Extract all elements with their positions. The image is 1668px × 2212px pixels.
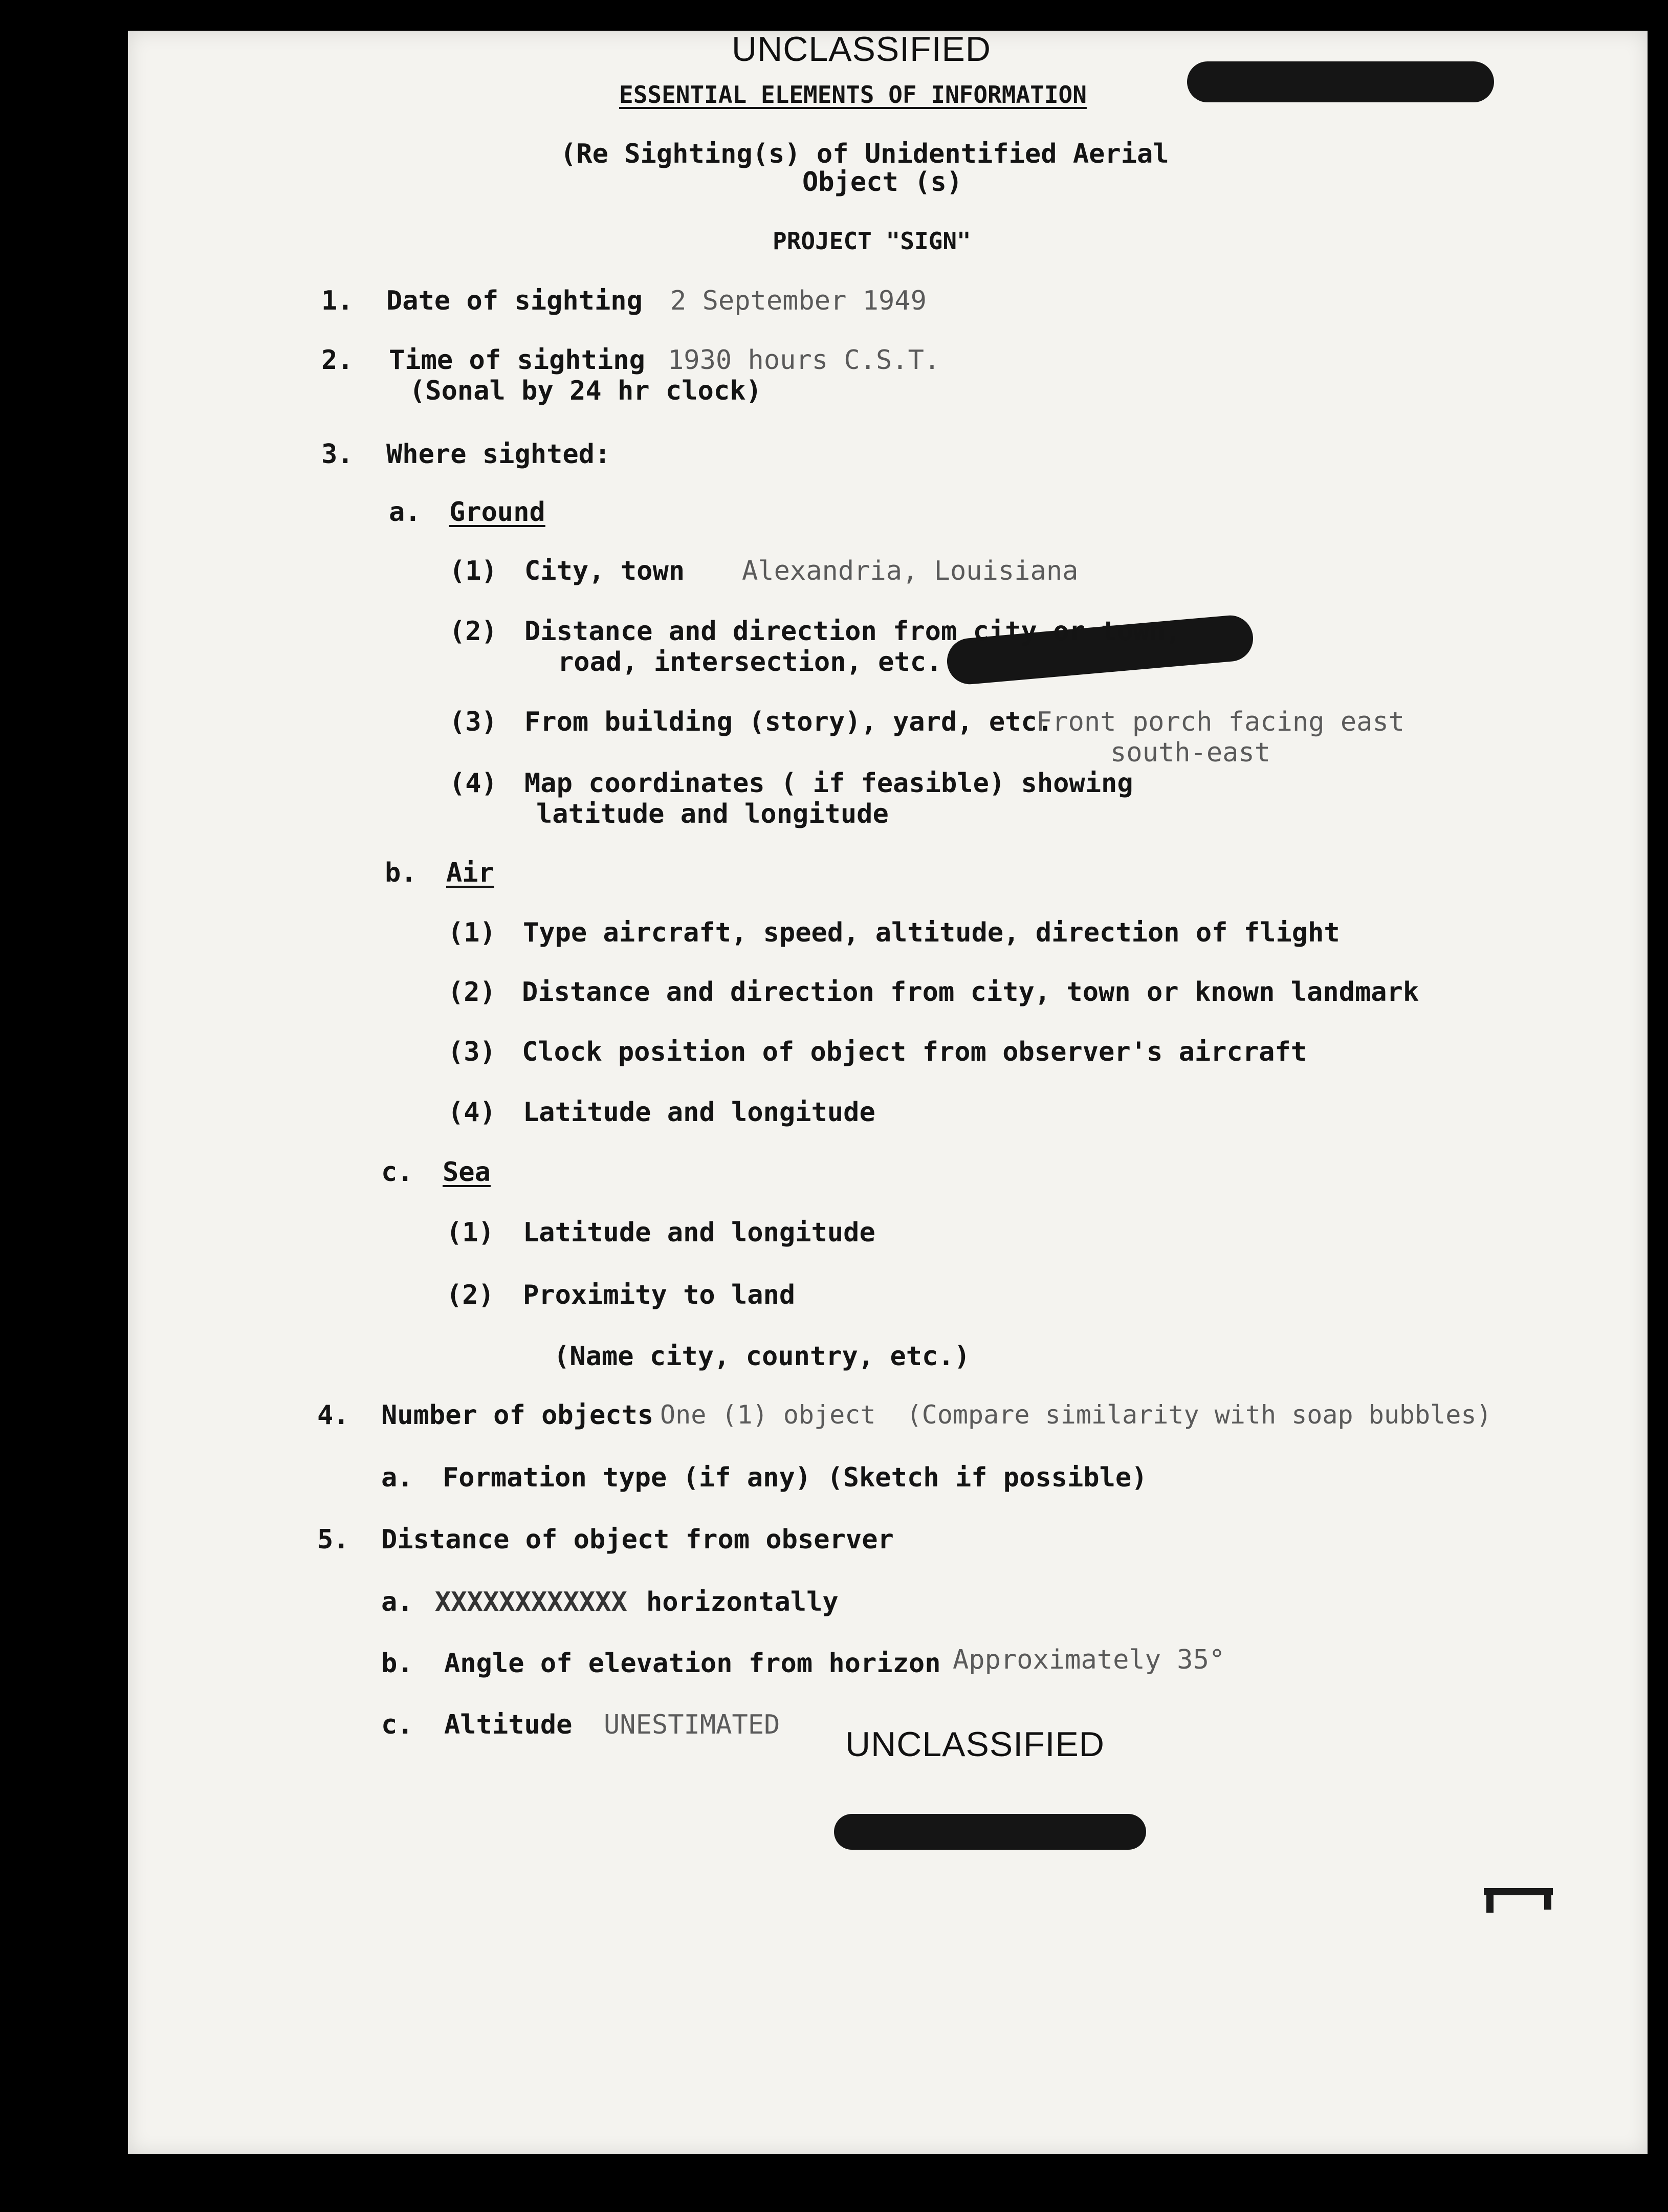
- item-2-note: (Sonal by 24 hr clock): [409, 376, 762, 406]
- item-3c1-number: (1): [446, 1217, 494, 1248]
- item-5b-label: Angle of elevation from horizon: [444, 1648, 941, 1679]
- item-3-number: 3.: [321, 439, 354, 470]
- corner-mark: [1484, 1888, 1553, 1895]
- item-3c-title: Sea: [443, 1157, 491, 1188]
- item-3a3-value-2: south-east: [1110, 737, 1271, 768]
- item-3b-letter: b.: [385, 858, 417, 888]
- item-5b-value: Approximately 35°: [953, 1645, 1225, 1675]
- project-name: PROJECT "SIGN": [773, 227, 971, 255]
- item-5a-struck-text: XXXXXXXXXXXX: [435, 1587, 627, 1617]
- item-3b1-label: Type aircraft, speed, altitude, direction of flight: [523, 917, 1340, 948]
- item-1-number: 1.: [321, 286, 354, 316]
- item-3b4-label: Latitude and longitude: [523, 1097, 875, 1128]
- item-3c1-label: Latitude and longitude: [523, 1217, 875, 1248]
- item-3b3-number: (3): [448, 1037, 496, 1067]
- item-3b2-label: Distance and direction from city, town or known landmark: [522, 977, 1419, 1008]
- item-4-value: One (1) object (Compare similarity with soap bubbles): [660, 1400, 1492, 1430]
- item-3a2-label-2: road, intersection, etc.: [558, 647, 942, 677]
- item-3a1-number: (1): [449, 556, 497, 586]
- item-3a4-number: (4): [449, 768, 497, 799]
- item-3a1-value: Alexandria, Louisiana: [742, 556, 1079, 586]
- item-3c-letter: c.: [381, 1157, 413, 1188]
- item-5-number: 5.: [317, 1524, 349, 1555]
- document-subtitle-line-1: (Re Sighting(s) of Unidentified Aerial: [560, 139, 1169, 169]
- item-3a3-value-1: Front porch facing east: [1036, 707, 1405, 737]
- item-5b-letter: b.: [381, 1648, 413, 1679]
- item-2-value: 1930 hours C.S.T.: [668, 345, 940, 376]
- item-5c-label: Altitude: [444, 1710, 573, 1740]
- corner-mark-right-tick: [1544, 1893, 1551, 1910]
- item-3a2-number: (2): [449, 616, 497, 647]
- item-3b-title: Air: [446, 858, 494, 888]
- item-3-label: Where sighted:: [386, 439, 611, 470]
- item-3b4-number: (4): [448, 1097, 496, 1128]
- redaction-mark-top: [1187, 61, 1494, 102]
- item-1-value: 2 September 1949: [670, 286, 927, 316]
- document-subtitle-line-2: Object (s): [802, 167, 963, 198]
- item-3a3-label: From building (story), yard, etc.: [524, 707, 1054, 737]
- item-5a-label: horizontally: [646, 1587, 839, 1617]
- item-4a-letter: a.: [381, 1462, 413, 1493]
- document-title: ESSENTIAL ELEMENTS OF INFORMATION: [619, 81, 1087, 108]
- item-2-number: 2.: [321, 345, 354, 376]
- item-3a3-number: (3): [449, 707, 497, 737]
- corner-mark-left-tick: [1486, 1893, 1494, 1913]
- item-3a2-label-1: Distance and direction from city or town,: [524, 616, 1181, 647]
- item-3b3-label: Clock position of object from observer's aircraft: [522, 1037, 1307, 1067]
- classification-top: UNCLASSIFIED: [732, 30, 991, 69]
- item-1-label: Date of sighting: [386, 286, 643, 316]
- item-3a-letter: a.: [389, 497, 421, 528]
- item-5a-letter: a.: [381, 1587, 413, 1617]
- redaction-mark-bottom: [834, 1814, 1146, 1850]
- item-3a1-label: City, town: [524, 556, 685, 586]
- item-3c2-number: (2): [446, 1280, 494, 1310]
- item-3a4-label-2: latitude and longitude: [536, 799, 889, 829]
- item-3a4-label-1: Map coordinates ( if feasible) showing: [524, 768, 1133, 799]
- item-5c-letter: c.: [381, 1710, 413, 1740]
- classification-bottom: UNCLASSIFIED: [845, 1725, 1105, 1764]
- item-5-label: Distance of object from observer: [381, 1524, 894, 1555]
- item-3a-title: Ground: [449, 497, 545, 528]
- item-5c-value: UNESTIMATED: [604, 1710, 780, 1740]
- item-3c2-note: (Name city, country, etc.): [554, 1341, 970, 1372]
- item-3b2-number: (2): [448, 977, 496, 1008]
- item-4-number: 4.: [317, 1400, 349, 1431]
- item-3c2-label: Proximity to land: [523, 1280, 796, 1310]
- item-3b1-number: (1): [448, 917, 496, 948]
- item-4-label: Number of objects: [381, 1400, 654, 1431]
- item-2-label: Time of sighting: [389, 345, 645, 376]
- item-4a-label: Formation type (if any) (Sketch if possible): [443, 1462, 1148, 1493]
